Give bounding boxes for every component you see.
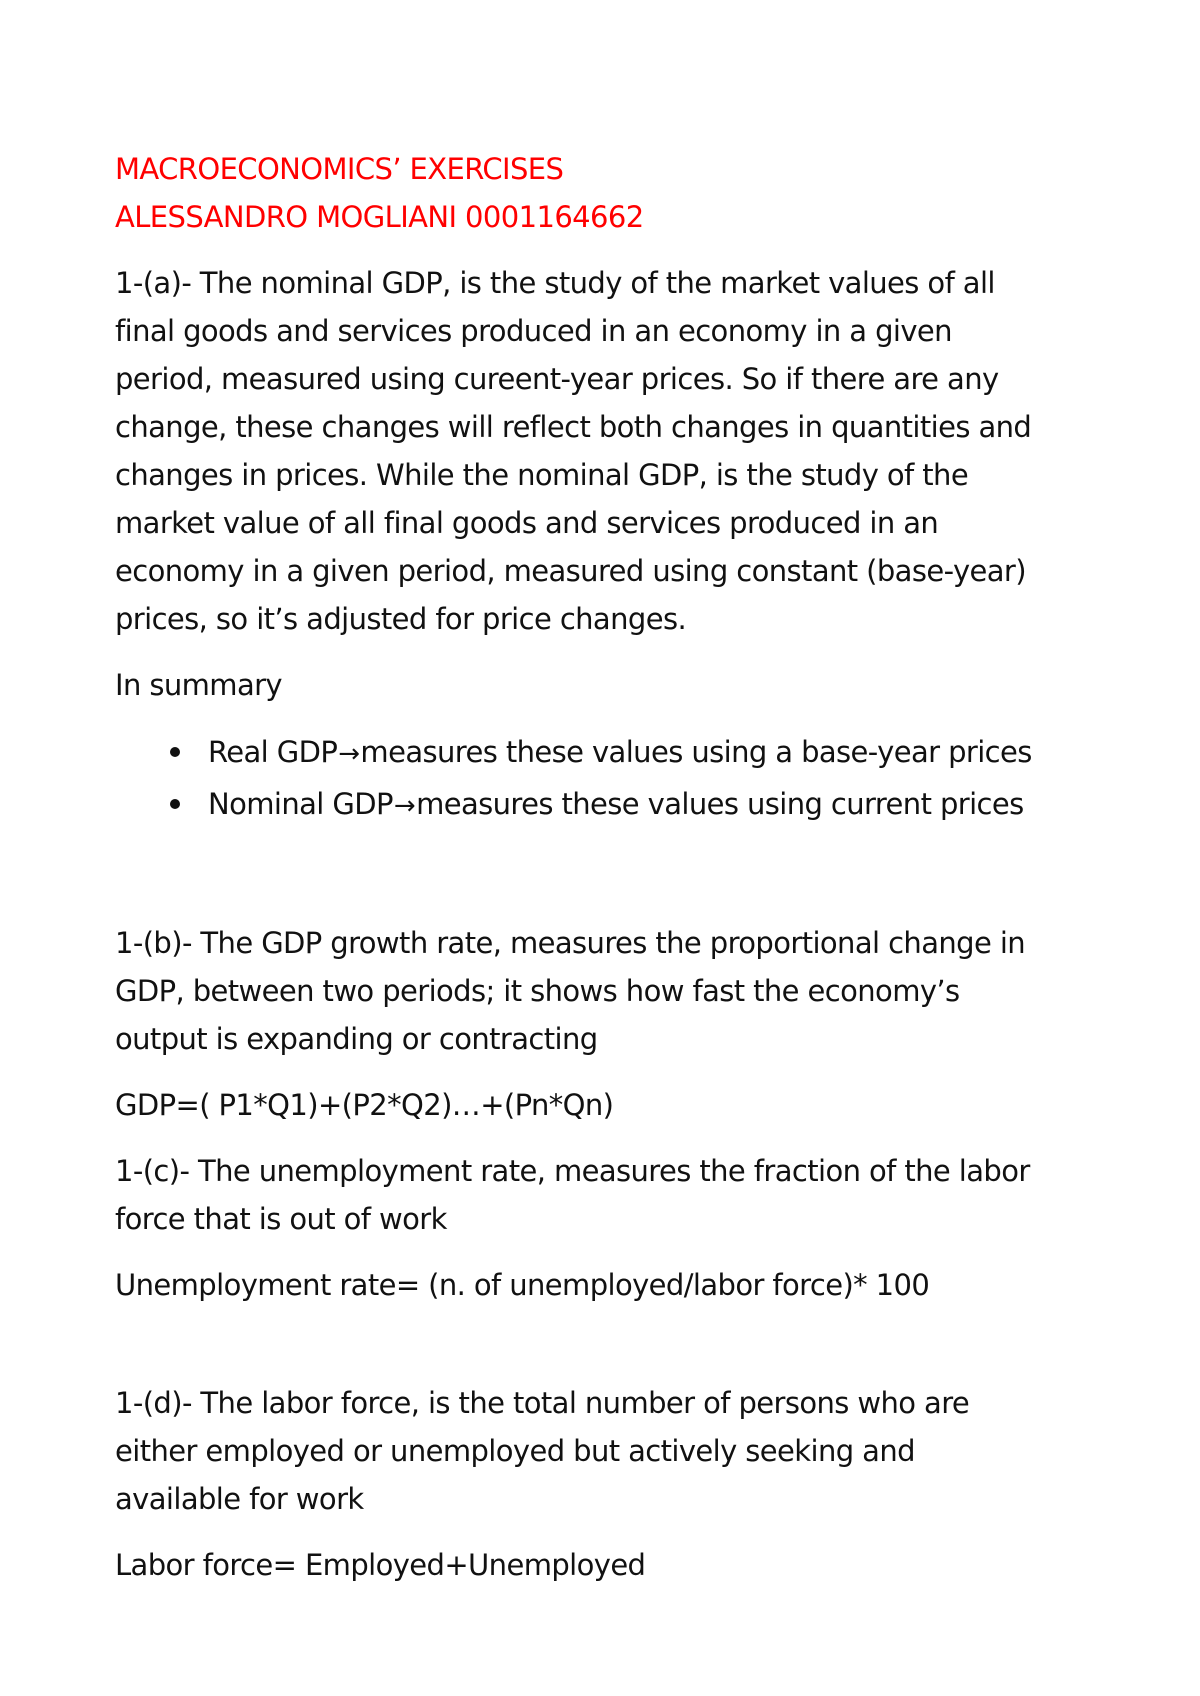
bullet-item-nominal-gdp: [115, 779, 1115, 831]
paragraph-line: GDP, between two periods; it shows how fast the economy’s: [115, 974, 960, 1008]
paragraph-line: prices, so it’s adjusted for price changes.: [115, 602, 687, 636]
paragraph-line: force that is out of work: [115, 1202, 447, 1236]
author-line: ALESSANDRO MOGLIANI 0001164662: [115, 200, 644, 234]
paragraph-line: available for work: [115, 1482, 364, 1516]
labor-force-formula: Labor force= Employed+Unemployed: [115, 1548, 646, 1582]
bullet-text: measures these values using a base-year prices: [360, 735, 1032, 769]
right-arrow-icon: →: [393, 791, 416, 821]
bullet-dot-icon: [170, 747, 180, 757]
summary-bullet-list: [115, 727, 1115, 831]
paragraph-line: 1-(a)- The nominal GDP, is the study of the market values of all: [115, 266, 995, 300]
spacer: [115, 1327, 1115, 1379]
gdp-formula: GDP=( P1*Q1)+(P2*Q2)…+(Pn*Qn): [115, 1088, 614, 1122]
paragraph-line: change, these changes will reflect both changes in quantities and: [115, 410, 1032, 444]
document-title: MACROECONOMICS’ EXERCISES: [115, 152, 564, 186]
paragraph-line: output is expanding or contracting: [115, 1022, 598, 1056]
document-content: [115, 145, 1115, 1607]
spacer: [115, 849, 1115, 919]
paragraph-line: economy in a given period, measured using constant (base-year): [115, 554, 1026, 588]
bullet-item-real-gdp: [115, 727, 1115, 779]
paragraph-line: either employed or unemployed but actively seeking and: [115, 1434, 915, 1468]
paragraph-line: final goods and services produced in an economy in a given: [115, 314, 952, 348]
bullet-dot-icon: [170, 799, 180, 809]
paragraph-line: period, measured using cureent-year prices. So if there are any: [115, 362, 999, 396]
unemployment-formula: Unemployment rate= (n. of unemployed/labor force)* 100: [115, 1268, 930, 1302]
section-1a-paragraph: [115, 259, 1115, 643]
paragraph-line: changes in prices. While the nominal GDP, is the study of the: [115, 458, 969, 492]
section-1c-paragraph: [115, 1147, 1115, 1243]
paragraph-line: 1-(b)- The GDP growth rate, measures the proportional change in: [115, 926, 1026, 960]
bullet-text: measures these values using current prices: [416, 787, 1024, 821]
section-1b-paragraph: [115, 919, 1115, 1063]
section-1d-paragraph: [115, 1379, 1115, 1523]
paragraph-line: 1-(c)- The unemployment rate, measures the fraction of the labor: [115, 1154, 1030, 1188]
right-arrow-icon: →: [338, 739, 360, 769]
bullet-term: Nominal GDP: [208, 787, 393, 821]
paragraph-line: market value of all final goods and services produced in an: [115, 506, 939, 540]
paragraph-line: 1-(d)- The labor force, is the total number of persons who are: [115, 1386, 970, 1420]
summary-label: In summary: [115, 668, 282, 702]
bullet-term: Real GDP: [208, 735, 338, 769]
